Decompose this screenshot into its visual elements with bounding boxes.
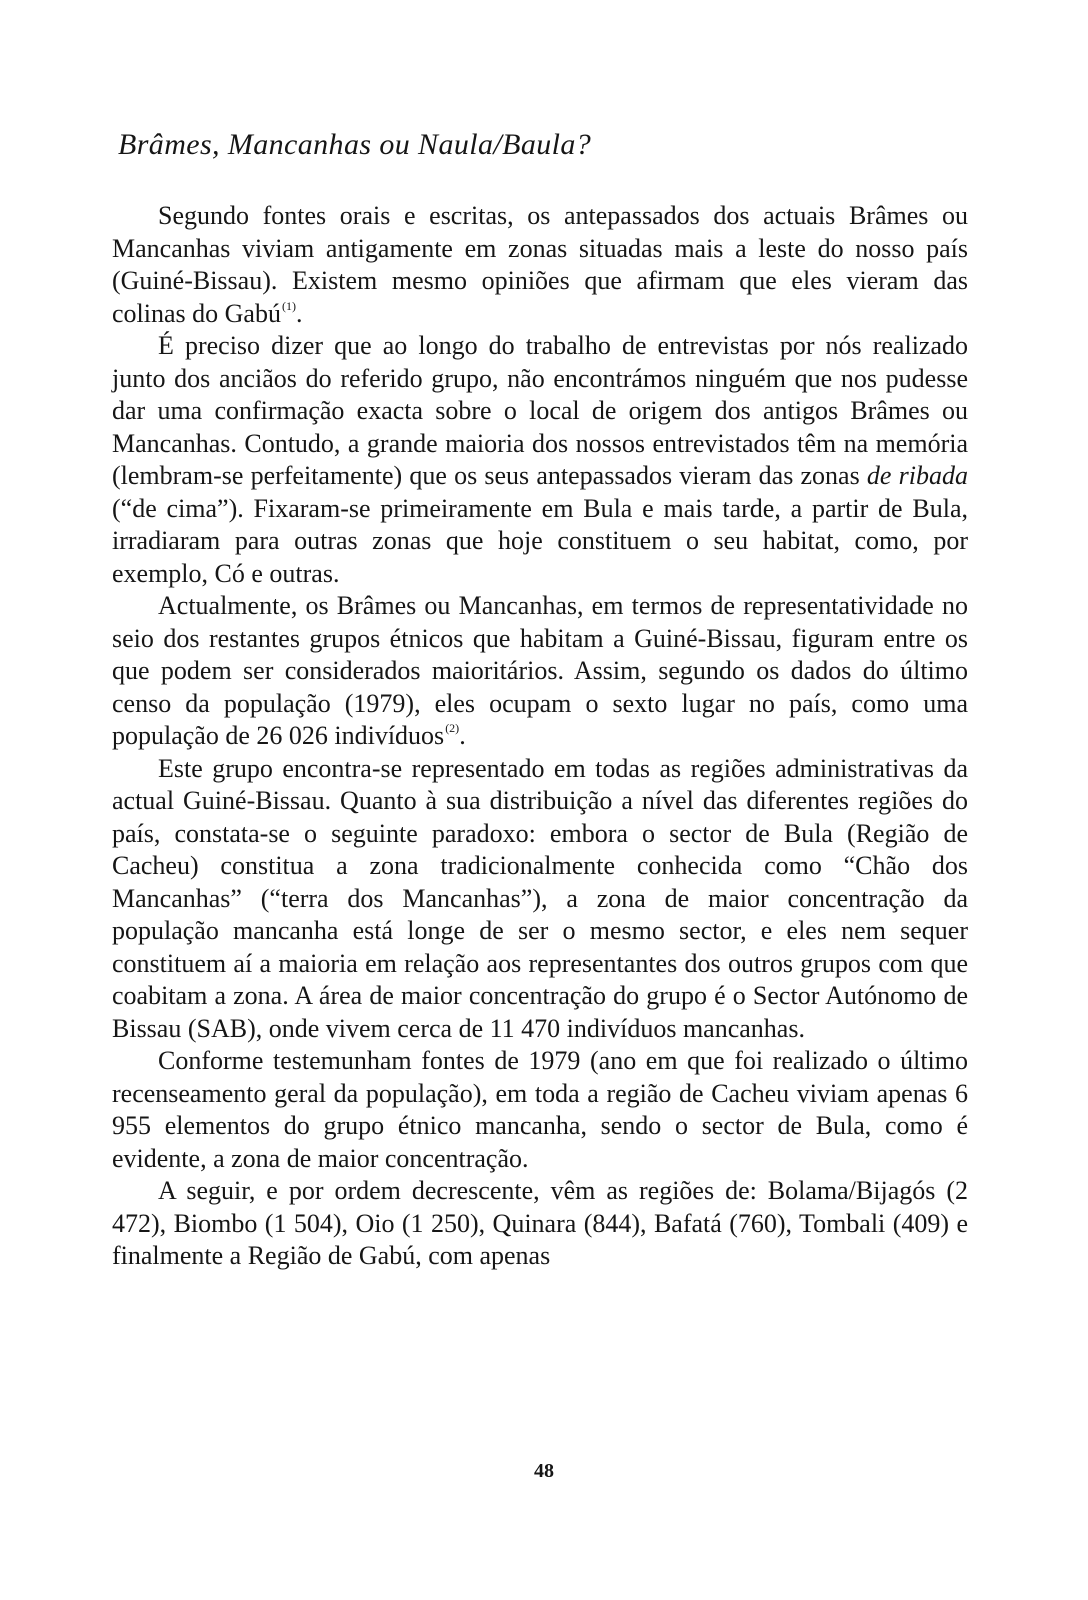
paragraph-5 bbox=[112, 1045, 968, 1175]
paragraph-text-end: . bbox=[459, 721, 466, 750]
paragraph-text: Conforme testemunham fontes de 1979 (ano em que foi realizado o último recenseamento geral da população), em toda a região de Cacheu viviam apenas 6 955 elementos do grupo étnico mancanha, sendo o sector de Bula, como é evidente, a zona de maior concentração. bbox=[112, 1046, 968, 1173]
footnote-ref-1: (1) bbox=[281, 298, 296, 313]
emphasis-term: de ribada bbox=[866, 461, 968, 490]
paragraph-2 bbox=[112, 330, 968, 590]
page-number: 48 bbox=[534, 1460, 554, 1482]
paragraph-text: Segundo fontes orais e escritas, os antepassados dos actuais Brâmes ou Mancanhas viviam antigamente em zonas situadas mais a leste do nosso país (Guiné-Bissau). Existem mesmo opiniões que afirmam que eles vieram das colinas do Gabú bbox=[112, 201, 968, 328]
section-title: Brâmes, Mancanhas ou Naula/Baula? bbox=[118, 128, 592, 161]
footnote-ref-2: (2) bbox=[445, 721, 460, 735]
paragraph-text: Este grupo encontra-se representado em todas as regiões administrativas da actual Guiné-Bissau. Quanto à sua distribuição a nível das diferentes regiões do país, constata-se o seguinte paradoxo: embora o sector de Bula (Região de Cacheu) constitua a zona tradicionalmente conhecida como “Chão dos Mancanhas” (“terra dos Mancanhas”), a zona de maior concentração da população mancanha está longe de ser o mesmo sector, e eles nem sequer constituem aí a maioria em relação aos representantes dos outros grupos com que coabitam a zona. A área de maior concentração do grupo é o Sector Autónomo de Bissau (SAB), onde vivem cerca de 11 470 indivíduos mancanhas. bbox=[112, 753, 968, 1043]
paragraph-6 bbox=[112, 1175, 968, 1273]
paragraph-text: A seguir, e por ordem decrescente, vêm as regiões de: Bolama/Bijagós (2 472), Biombo (1 504), Oio (1 250), Quinara (844), Bafatá (760), Tombali (409) e finalmente a Região de Gabú, com apenas bbox=[112, 1176, 968, 1270]
paragraph-text-end: (“de cima”). Fixaram-se primeiramente em Bula e mais tarde, a partir de Bula, irradiaram para outras zonas que hoje constituem o seu habitat, como, por exemplo, Có e outras. bbox=[112, 493, 968, 588]
paragraph-text-end: . bbox=[295, 298, 303, 328]
body-text bbox=[112, 200, 968, 1273]
paragraph-4 bbox=[112, 753, 968, 1046]
paragraph-text: É preciso dizer que ao longo do trabalho de entrevistas por nós realizado junto dos anciãos do referido grupo, não encontrámos ninguém que nos pudesse dar uma confirmação exacta sobre o local de origem dos antigos Brâmes ou Mancanhas. Contudo, a grande maioria dos nossos entrevistados têm na memória (lembram-se perfeitamente) que os seus antepassados vieram das zonas bbox=[112, 331, 968, 490]
paragraph-text: Actualmente, os Brâmes ou Mancanhas, em termos de representatividade no seio dos restantes grupos étnicos que habitam a Guiné-Bissau, figuram entre os que podem ser considerados maioritários. Assim, segundo os dados do último censo da população (1979), eles ocupam o sexto lugar no país, como uma população de 26 026 indivíduos bbox=[112, 591, 968, 750]
paragraph-3 bbox=[112, 590, 968, 753]
paragraph-1 bbox=[112, 200, 968, 330]
